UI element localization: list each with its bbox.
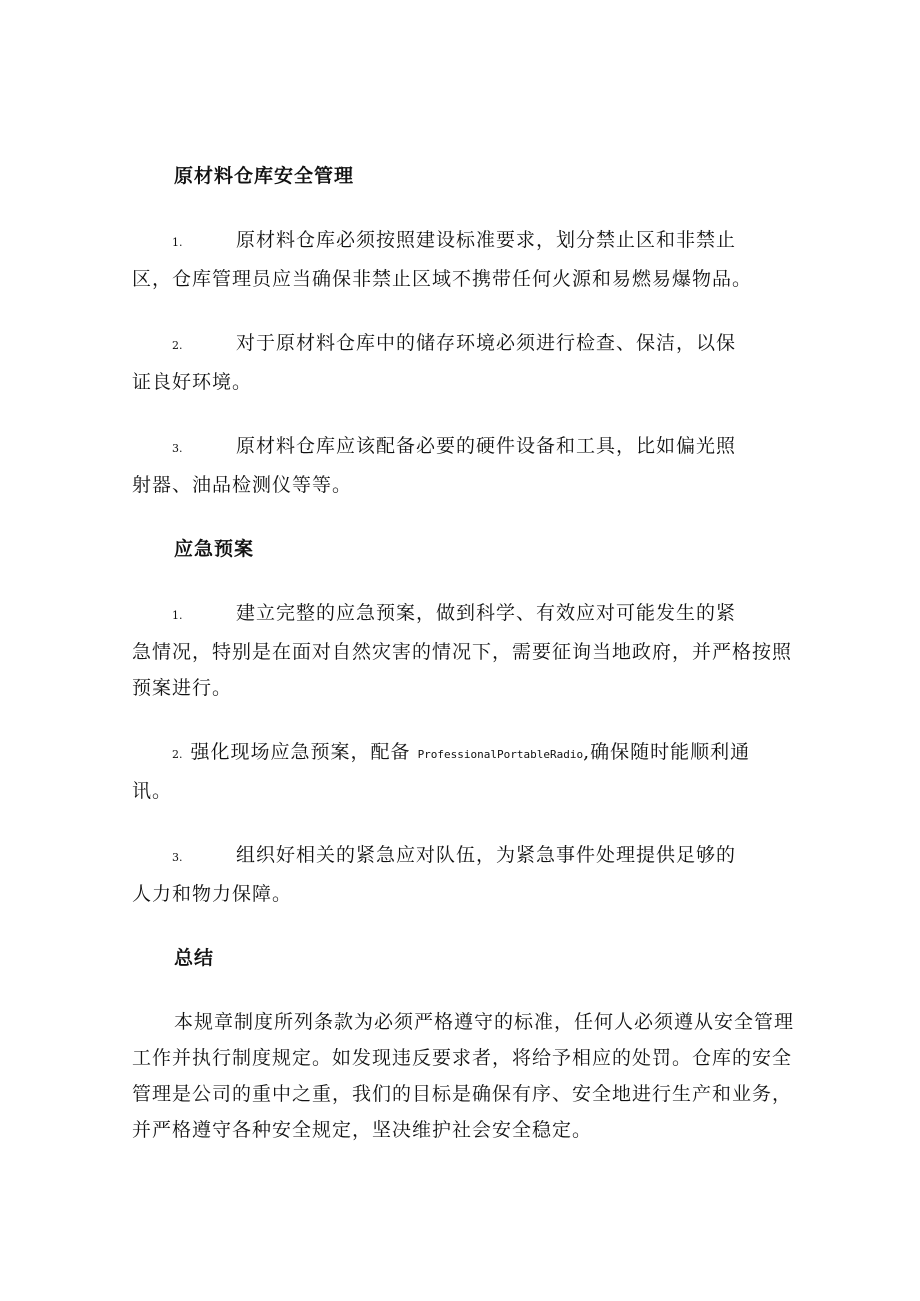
- section-heading-warehouse-safety: 原材料仓库安全管理: [174, 165, 355, 187]
- item-number: 1.: [172, 609, 183, 622]
- summary-line: 并严格遵守各种安全规定，坚决维护社会安全稳定。: [132, 1119, 593, 1141]
- item-text-line: 射器、油品检测仪等等。: [132, 474, 353, 496]
- item-text-post: ,确保随时能顺利通: [583, 741, 751, 763]
- item-text-line: 建立完整的应急预案，做到科学、有效应对可能发生的紧: [236, 602, 737, 624]
- item-text-line: 急情况，特别是在面对自然灾害的情况下，需要征询当地政府，并严格按照: [132, 641, 793, 663]
- item-number: 3.: [172, 442, 183, 455]
- product-name: ProfessionalPortableRadio: [417, 748, 584, 761]
- list-item: [132, 325, 812, 400]
- item-text-line: 证良好环境。: [132, 371, 253, 393]
- item-number: 3.: [172, 851, 183, 864]
- list-item: [132, 837, 812, 912]
- summary-paragraph: [132, 1004, 812, 1148]
- summary-line: 本规章制度所列条款为必须严格遵守的标准，任何人必须遵从安全管理: [174, 1011, 795, 1033]
- item-text-line: 对于原材料仓库中的储存环境必须进行检查、保洁，以保: [236, 332, 737, 354]
- item-text-pre: 强化现场应急预案，配备: [190, 741, 411, 763]
- list-item: [132, 734, 812, 809]
- section-heading-emergency-plan: 应急预案: [174, 538, 255, 560]
- item-text-line: 区，仓库管理员应当确保非禁止区域不携带任何火源和易燃易爆物品。: [132, 268, 753, 290]
- item-text-line: 人力和物力保障。: [132, 883, 293, 905]
- item-text-line: 原材料仓库应该配备必要的硬件设备和工具，比如偏光照: [236, 435, 737, 457]
- list-item: [132, 222, 812, 297]
- item-text-line: 原材料仓库必须按照建设标准要求，划分禁止区和非禁止: [236, 229, 737, 251]
- item-number: 2.: [172, 339, 183, 352]
- item-text-line: 讯。: [132, 780, 173, 802]
- section-heading-summary: 总结: [174, 947, 215, 969]
- item-number: 2.: [172, 748, 183, 761]
- document-body: [132, 158, 812, 1148]
- item-text-line: 组织好相关的紧急应对队伍，为紧急事件处理提供足够的: [236, 844, 737, 866]
- summary-line: 管理是公司的重中之重，我们的目标是确保有序、安全地进行生产和业务，: [132, 1083, 793, 1105]
- list-item: [132, 428, 812, 503]
- summary-line: 工作并执行制度规定。如发现违反要求者，将给予相应的处罚。仓库的安全: [132, 1047, 793, 1069]
- item-text-line: 预案进行。: [132, 677, 233, 699]
- list-item: [132, 595, 812, 706]
- item-number: 1.: [172, 236, 183, 249]
